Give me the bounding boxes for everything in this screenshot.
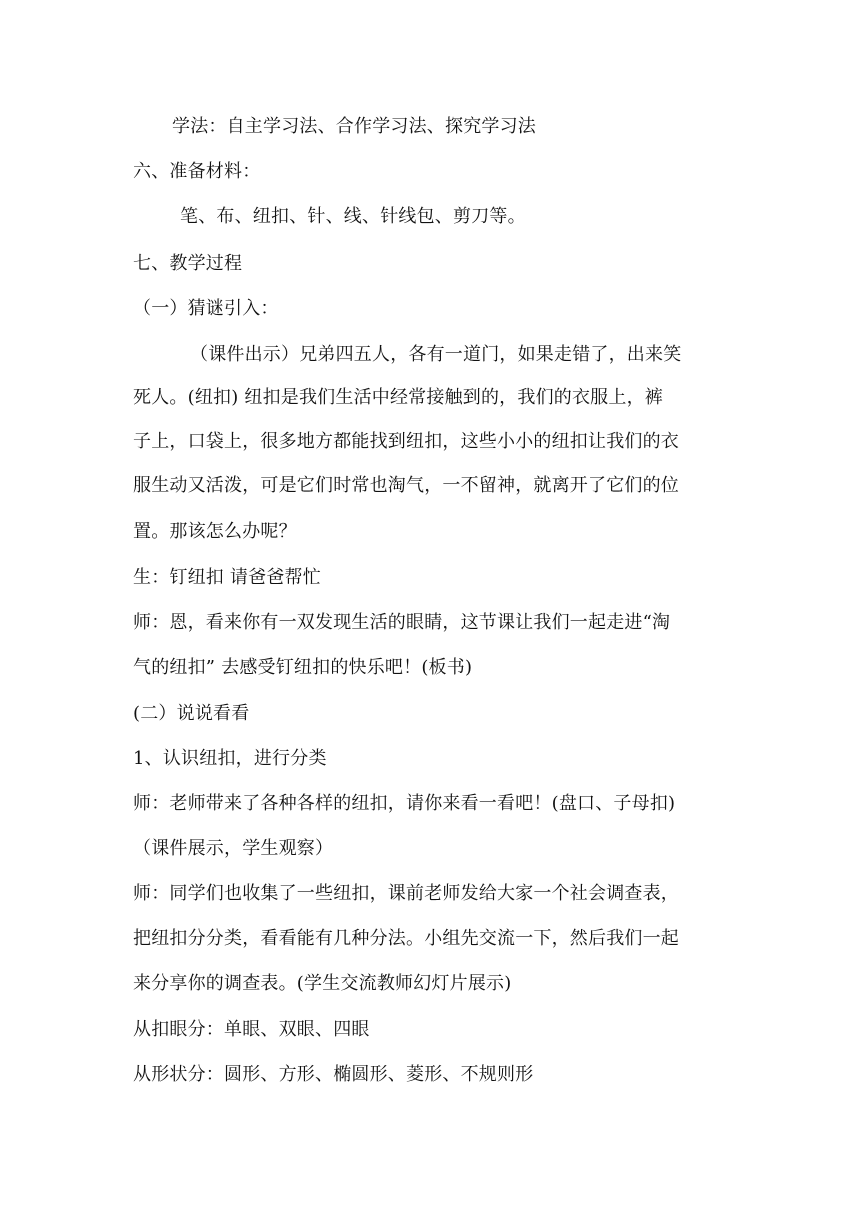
riddle-paragraph-line-1: （课件出示）兄弟四五人，各有一道门，如果走错了，出来笑 (190, 344, 682, 365)
riddle-paragraph-line-3: 子上，口袋上，很多地方都能找到纽扣，这些小小的纽扣让我们的衣 (133, 431, 679, 452)
section-seven-heading: 七、教学过程 (133, 253, 243, 274)
riddle-paragraph-line-2: 死人。(纽扣) 纽扣是我们生活中经常接触到的，我们的衣服上，裤 (133, 387, 663, 408)
survey-paragraph-line-1: 师：同学们也收集了一些纽扣，课前老师发给大家一个社会调查表， (133, 883, 679, 904)
activity-one-heading: 1、认识纽扣，进行分类 (133, 748, 327, 769)
learning-methods-line: 学法：自主学习法、合作学习法、探究学习法 (172, 116, 536, 137)
section-six-heading: 六、准备材料： (133, 161, 261, 182)
riddle-paragraph-line-4: 服生动又活泼，可是它们时常也淘气，一不留神，就离开了它们的位 (133, 475, 679, 496)
survey-paragraph-line-3: 来分享你的调查表。(学生交流教师幻灯片展示) (133, 973, 512, 994)
teacher-intro-line-1: 师：恩，看来你有一双发现生活的眼睛，这节课让我们一起走进“淘 (133, 612, 671, 633)
riddle-paragraph-line-5: 置。那该怎么办呢？ (133, 521, 297, 542)
survey-paragraph-line-2: 把纽扣分分类，看看能有几种分法。小组先交流一下，然后我们一起 (133, 928, 679, 949)
student-response: 生：钉纽扣 请爸爸帮忙 (133, 567, 321, 588)
subsection-one-heading: （一）猜谜引入： (133, 298, 279, 319)
subsection-two-heading: (二）说说看看 (133, 703, 250, 724)
teacher-buttons-line: 师：老师带来了各种各样的纽扣，请你来看一看吧！(盘口、子母扣) (133, 793, 676, 814)
classification-by-holes: 从扣眼分：单眼、双眼、四眼 (133, 1019, 370, 1040)
teacher-intro-line-2: 气的纽扣” 去感受钉纽扣的快乐吧！(板书) (133, 657, 473, 678)
classification-by-shape: 从形状分：圆形、方形、椭圆形、菱形、不规则形 (133, 1064, 534, 1085)
materials-list: 笔、布、纽扣、针、线、针线包、剪刀等。 (180, 206, 526, 227)
courseware-note: （课件展示，学生观察） (133, 838, 334, 859)
